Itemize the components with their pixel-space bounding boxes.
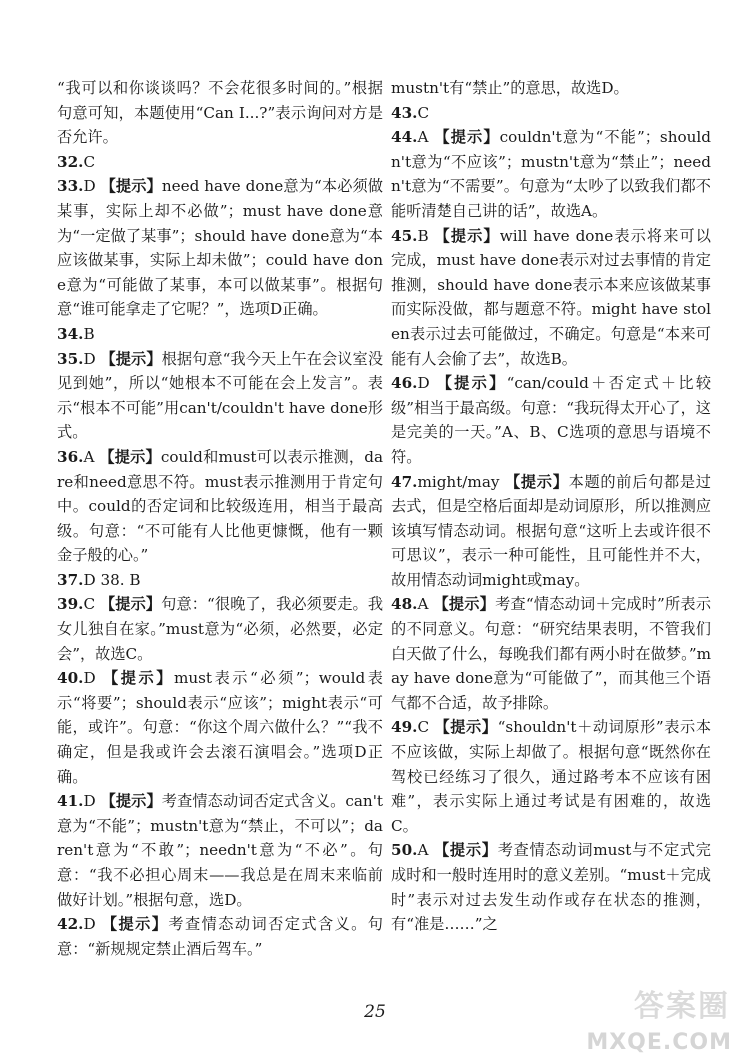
answer-explanation: 根据句意“我今天上午在会议室没见到她”，所以“她根本不可能在会上发言”。表示“根本不可能”用can't/couldn't have done形式。 (57, 349, 384, 442)
hint-label: 【提示】 (99, 447, 161, 466)
left-column (57, 76, 383, 961)
watermark-logo: 答案圈 (634, 989, 730, 1024)
question-number: 33. (57, 177, 84, 196)
answer-text: D 38. B (83, 570, 141, 589)
watermark-url: MXQE.COM (586, 1030, 732, 1055)
question-number: 46. (391, 374, 418, 393)
right-column (391, 76, 711, 937)
hint-label: 【提示】 (100, 595, 162, 614)
answer-explanation: 考查情态动词否定式含义。句意：“新规规定禁止酒后驾车。” (57, 915, 383, 958)
question-number: 42. (57, 915, 84, 934)
question-number: 43. (391, 103, 418, 122)
answer-explanation: 考查情态动词must与不定式完成时和一般时连用时的意义差别。“must＋完成时”表示对过去发生动作或存在状态的推测，有“准是……”之 (391, 841, 711, 934)
answer-letter: A (83, 447, 100, 466)
answer-letter: D (83, 349, 101, 368)
answer-letter: B (417, 226, 435, 245)
answer-item (391, 125, 711, 223)
answer-explanation: 考查情态动词否定式含义。can't意为“不能”；mustn't意为“禁止，不可以”；daren't意为“不敢”；needn't意为“不必”。句意：“我不必担心周末——我总是在周末来临前做好计划。”根据句意，选D。 (57, 792, 383, 909)
hint-label: 【提示】 (434, 718, 498, 737)
answer-letter: A (417, 128, 435, 147)
answer-explanation: must表示“必须”；would表示“将要”；should表示“应该”；might表示“可能，或许”。句意：“你这个周六做什么？”“我不确定，但是我或许会去滚石演唱会。”选项D正确。 (57, 669, 383, 786)
question-number: 32. (57, 152, 84, 171)
question-number: 45. (391, 226, 418, 245)
answer-item (57, 592, 383, 666)
answer-letter: D (83, 792, 101, 811)
answer-letter: might/may (417, 472, 505, 491)
answer-item (391, 715, 711, 838)
answer-explanation: “can/could＋否定式＋比较级”相当于最高级。句意：“我玩得太开心了，这是完美的一天。”A、B、C选项的意思与语境不符。 (391, 374, 712, 466)
answer-item (57, 666, 383, 789)
question-number: 35. (57, 349, 84, 368)
hint-label: 【提示】 (101, 915, 169, 934)
question-number: 47. (391, 472, 418, 491)
hint-label: 【提示】 (100, 177, 162, 196)
answer-explanation: 考查“情态动词＋完成时”所表示的不同意义。句意：“研究结果表明，不管我们白天做了什么，每晚我们都有两小时在做梦。”may have done意为“可能做了”，而其他三个语气都不合适，故予排除。 (391, 595, 712, 712)
answer-explanation: could和must可以表示推测，dare和need意思不符。must表示推测用于肯定句中。could的否定词和比较级连用，相当于最高级。句意：“不可能有人比他更慷慨，他有一颗金子般的心。” (57, 447, 384, 565)
answer-item (391, 224, 711, 372)
hint-label: 【提示】 (100, 792, 162, 811)
answer-item (391, 470, 711, 593)
answer-item (57, 912, 383, 961)
answer-letter: D (83, 669, 103, 688)
question-number: 41. (57, 792, 84, 811)
answer-letter: C (83, 595, 100, 614)
answer-item (57, 445, 383, 568)
answer-item (391, 371, 711, 469)
answer-letter: C (417, 718, 435, 737)
answer-item (57, 322, 383, 347)
answer-item (57, 789, 383, 912)
question-number: 39. (57, 595, 84, 614)
hint-label: 【提示】 (436, 374, 507, 393)
hint-label: 【提示】 (433, 841, 498, 860)
hint-label: 【提示】 (505, 472, 569, 491)
answer-explanation: will have done表示将来可以完成，must have done表示对过去事情的肯定推测，should have done表示本来应该做某事而实际没做，都与题意不符。might have stolen表示过去可能做过，不确定。句意是“本来可能有人会偷了去”，故选B。 (391, 226, 711, 368)
hint-label: 【提示】 (434, 226, 500, 245)
answer-letter: A (417, 595, 434, 614)
hint-label: 【提示】 (433, 595, 496, 614)
answer-item (57, 150, 383, 175)
answer-text: “我可以和你谈谈吗？不会花很多时间的。”根据句意可知，本题使用“Can I...?”表示询问对方是否允许。 (57, 79, 383, 147)
answer-letter: D (417, 374, 437, 393)
answer-continuation (57, 76, 383, 150)
answer-item (57, 347, 383, 445)
answer-explanation: 句意：“很晚了，我必须要走。我女儿独自在家。”must意为“必须，必然要，必定会”，故选C。 (57, 595, 384, 663)
answer-letter: D (83, 177, 101, 196)
answer-continuation (391, 76, 711, 101)
answer-text: B (83, 324, 95, 343)
answer-letter: A (417, 841, 434, 860)
answer-explanation: couldn't意为“不能”；shouldn't意为“不应该”；mustn't意为“禁止”；needn't意为“不需要”。句意为“太吵了以致我们都不能听清楚自己讲的话”，故选A。 (391, 128, 712, 220)
hint-label: 【提示】 (103, 669, 174, 688)
answer-item (391, 101, 711, 126)
question-number: 40. (57, 669, 84, 688)
question-number: 48. (391, 595, 418, 614)
answer-text: C (417, 103, 430, 122)
answer-explanation: “shouldn't＋动词原形”表示本不应该做，实际上却做了。根据句意“既然你在驾校已经练习了很久，通过路考本不应该有困难”，表示实际上通过考试是有困难的，故选C。 (391, 718, 712, 835)
question-number: 36. (57, 447, 84, 466)
answer-text: mustn't有“禁止”的意思，故选D。 (391, 79, 629, 97)
answer-item (57, 568, 383, 593)
question-number: 37. (57, 570, 84, 589)
question-number: 34. (57, 324, 84, 343)
question-number: 49. (391, 718, 418, 737)
question-number: 44. (391, 128, 418, 147)
answer-explanation: 本题的前后句都是过去式，但是空格后面却是动词原形，所以推测应该填写情态动词。根据句意“这听上去或许很不可思议”，表示一种可能性，且可能性并不大，故用情态动词might或may。 (391, 472, 711, 589)
question-number: 50. (391, 841, 418, 860)
hint-label: 【提示】 (100, 349, 162, 368)
answer-item (391, 838, 711, 936)
answer-letter: D (83, 915, 102, 934)
answer-text: C (83, 152, 96, 171)
page-number: 25 (364, 1002, 386, 1022)
hint-label: 【提示】 (434, 128, 500, 147)
answer-item (391, 592, 711, 715)
answer-explanation: need have done意为“本必须做某事，实际上却不必做”；must have done意为“一定做了某事”；should have done意为“本应该做某事，实际上却未做”；could have done意为“可能做了某事，本可以做某事”。根据句意“谁可能拿走了它呢？”，选项D正确。 (57, 177, 383, 319)
answer-item (57, 174, 383, 322)
